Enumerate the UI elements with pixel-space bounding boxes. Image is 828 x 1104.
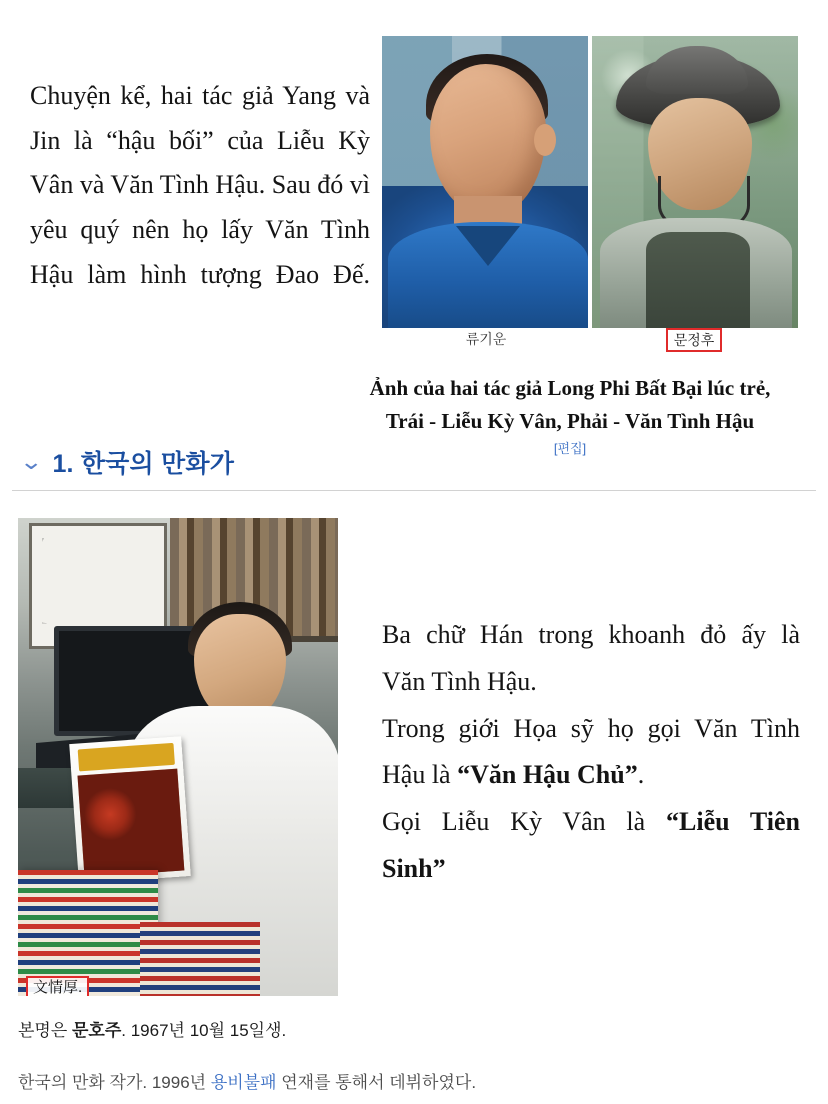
section-heading[interactable] — [19, 444, 806, 480]
footer-note-part2: 연재를 통해서 데뷔하였다. — [276, 1073, 477, 1092]
photo-subtitle-line1: Ảnh của hai tác giả Long Phi Bất Bại lúc trẻ, — [369, 376, 771, 400]
photo-liu-qiyun — [382, 36, 588, 328]
photo-artist-at-desk — [18, 518, 338, 996]
lower-line-5 — [382, 846, 800, 893]
lower-line-4 — [382, 799, 800, 846]
lower-line-3b — [382, 752, 800, 799]
footer-work-link[interactable]: 용비불패 — [210, 1073, 277, 1092]
artist-caption-suffix: . 1967년 10월 15일생. — [121, 1021, 287, 1040]
footer-note-part1: 한국의 만화 작가. 1996년 — [18, 1073, 211, 1092]
lower-line-2: Văn Tình Hậu. — [382, 666, 537, 696]
photo-right-vest — [646, 232, 750, 328]
section-title: 1. 한국의 만화가 — [52, 450, 235, 478]
lower-paragraph — [382, 612, 800, 893]
chevron-down-icon[interactable]: ⌄ — [19, 449, 44, 474]
artist-footer-note — [18, 1068, 718, 1093]
photo-left-face — [430, 64, 546, 214]
artist-real-name: 문호주 — [72, 1021, 122, 1040]
author-photo-pair — [382, 36, 798, 358]
held-book-cover-art — [77, 769, 184, 878]
intro-paragraph — [30, 74, 370, 298]
sinh-term: Sinh” — [382, 853, 446, 883]
artist-photo-book-stack-2 — [140, 922, 260, 996]
photo-right-caption-highlight: 문정후 — [666, 328, 723, 352]
photo-caption-row — [382, 328, 798, 354]
photo-left-ear — [534, 124, 556, 156]
lower-line-4-text: Gọi Liễu Kỳ Vân là — [382, 807, 666, 837]
photo-right-hat-crown — [646, 46, 748, 94]
lieu-tien-term: “Liễu Tiên — [666, 807, 800, 837]
lower-line-3c-text: . — [637, 760, 645, 790]
artist-caption-prefix: 본명은 — [18, 1021, 72, 1040]
lower-line-3b-text: Hậu là — [382, 760, 458, 790]
edit-link[interactable]: [편집] — [553, 441, 587, 457]
intro-paragraph-text: Chuyện kể, hai tác giả Yang và Jin là “hậu bối” của Liễu Kỳ Vân và Văn Tình Hậu. Sau đó vì yêu quý nên họ lấy Văn Tình Hậu làm hình tượng Đao Đế. — [30, 81, 370, 289]
photo-moon-jungohu — [592, 36, 798, 328]
photo-subtitle-line2: Trái - Liễu Kỳ Vân, Phải - Văn Tình Hậu — [385, 408, 755, 433]
section-divider — [12, 490, 816, 491]
photo-right-caption-cell — [590, 328, 798, 354]
photo-left-caption: 류기운 — [465, 331, 507, 347]
lower-line-1: Ba chữ Hán trong khoanh đỏ ấy là — [382, 620, 800, 649]
held-book-title-band — [78, 743, 175, 772]
lower-line-3a: Trong giới Họa sỹ họ gọi Văn Tình — [382, 713, 800, 743]
hanja-name-highlight: 文情厚. — [26, 976, 89, 996]
van-hau-chu-term: “Văn Hậu Chủ” — [457, 760, 638, 790]
artist-caption — [18, 1016, 518, 1041]
artist-photo-held-book — [69, 736, 190, 883]
